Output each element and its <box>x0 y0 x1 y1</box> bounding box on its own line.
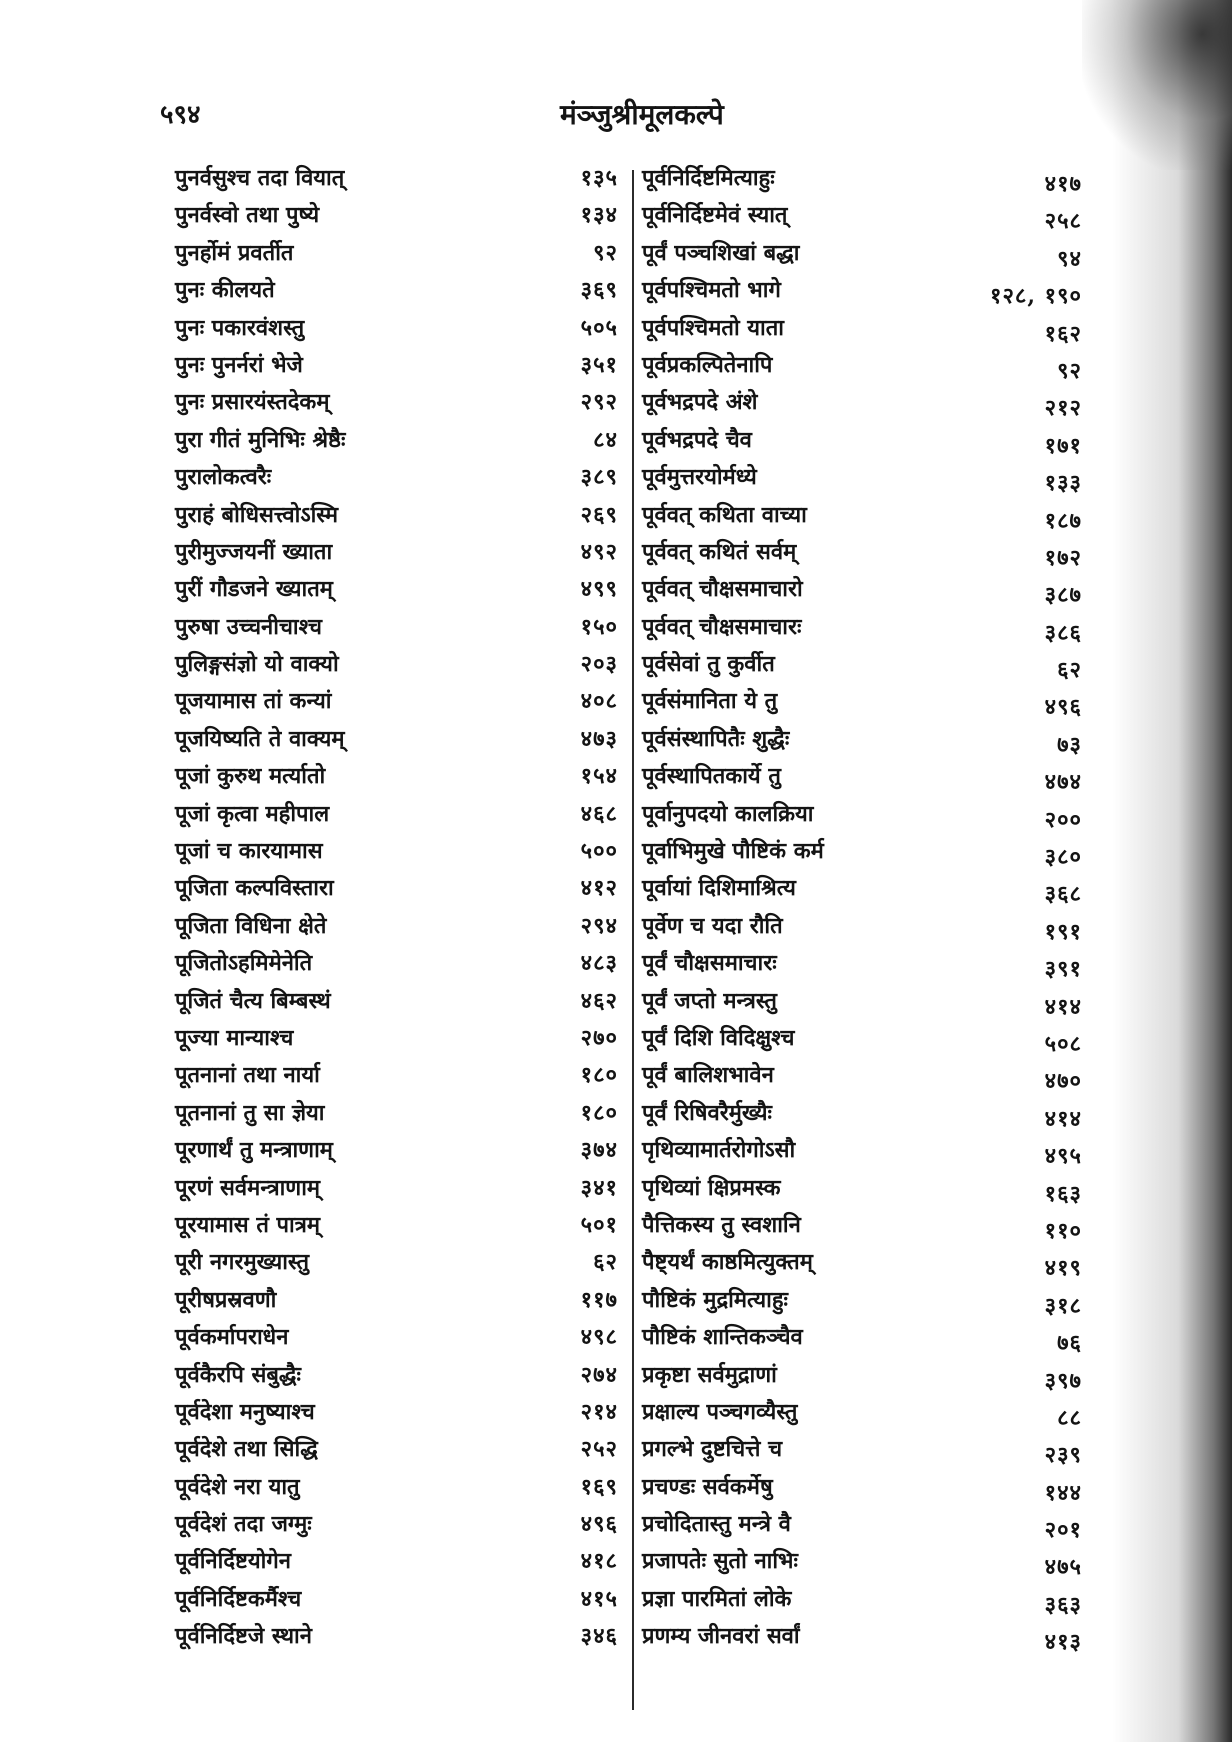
index-entry <box>642 459 1082 496</box>
index-entry <box>175 384 618 421</box>
index-entry <box>642 908 1082 945</box>
entry-page-number: २६९ <box>580 501 618 528</box>
index-entry <box>175 833 618 870</box>
index-entry <box>175 235 618 272</box>
entry-page-number: ५०८ <box>1044 1030 1082 1057</box>
entry-text: पूर्वं चौक्षसमाचारः <box>642 950 777 977</box>
entry-text: पूर्वायां दिशिमाश्रित्य <box>642 875 796 902</box>
entry-text: पूज्या मान्याश्च <box>175 1024 294 1051</box>
entry-page-number: ४१७ <box>1044 171 1082 197</box>
entry-text: पूर्वमुत्तरयोर्मध्ये <box>642 464 757 491</box>
entry-text: पूतनानां तथा नार्या <box>175 1062 320 1089</box>
index-entry <box>642 1170 1082 1207</box>
entry-page-number: ४१३ <box>1044 1629 1082 1656</box>
index-entry <box>175 571 618 608</box>
index-entry <box>642 497 1082 534</box>
index-entry <box>642 422 1082 459</box>
entry-text: पैष्ट्यर्थं काष्ठमित्युक्तम् <box>642 1249 813 1276</box>
index-entry <box>642 609 1082 646</box>
entry-text: पूर्वं जप्तो मन्त्रस्तु <box>642 987 777 1014</box>
entry-text: पूर्वनिर्दिष्टमेवं स्यात् <box>642 202 788 229</box>
entry-text: पुराहं बोधिसत्त्वोऽस्मि <box>175 501 339 528</box>
entry-text: पूर्वसंमानिता ये तु <box>642 688 778 715</box>
index-entry <box>642 796 1082 833</box>
entry-text: पुरा गीतं मुनिभिः श्रेष्ठैः <box>175 426 346 453</box>
index-entry <box>175 758 618 795</box>
entry-text: पैत्तिकस्य तु स्वशानि <box>642 1211 801 1238</box>
entry-text: पूजयामास तां कन्यां <box>175 688 332 715</box>
index-entry <box>175 983 618 1020</box>
entry-text: पूर्वपश्चिमतो याता <box>642 314 784 341</box>
entry-page-number: २०३ <box>580 651 618 678</box>
entry-text: पूर्वभद्रपदे चैव <box>642 426 752 453</box>
index-entry <box>175 422 618 459</box>
entry-text: पूर्ववत् कथितं सर्वम् <box>642 538 797 565</box>
index-entry <box>642 1469 1082 1506</box>
entry-text: पूर्वनिर्दिष्टयोगेन <box>175 1548 291 1575</box>
entry-page-number: ३७४ <box>580 1137 618 1164</box>
index-entry <box>175 534 618 571</box>
entry-page-number: २१४ <box>580 1398 618 1425</box>
entry-page-number: ३६३ <box>1044 1591 1082 1618</box>
entry-page-number: ४१४ <box>1044 1105 1082 1132</box>
index-entry <box>175 908 618 945</box>
entry-page-number: १३४ <box>580 202 618 229</box>
entry-text: पुनः कीलयते <box>175 277 275 304</box>
entry-text: पूर्वस्थापितकार्ये तु <box>642 763 781 790</box>
index-entry <box>175 796 618 833</box>
entry-page-number: ३९७ <box>1044 1367 1082 1394</box>
entry-page-number: ४६२ <box>580 987 618 1014</box>
index-entry <box>175 1057 618 1094</box>
entry-page-number: २९४ <box>580 912 618 939</box>
index-entry <box>175 1170 618 1207</box>
entry-text: पूजितोऽहमिमेनेति <box>175 950 313 977</box>
entry-page-number: ६२ <box>593 1249 618 1276</box>
entry-text: पुरीं गौडजने ख्यातम् <box>175 576 333 603</box>
index-entry <box>175 1394 618 1431</box>
entry-text: पूर्वदेशा मनुष्याश्च <box>175 1398 315 1425</box>
index-entry <box>642 983 1082 1020</box>
entry-page-number: ३६८ <box>1044 881 1082 908</box>
entry-page-number: १८० <box>580 1099 618 1126</box>
index-entry <box>642 571 1082 608</box>
entry-text: पुलिङ्गसंज्ञो यो वाक्यो <box>175 651 339 678</box>
index-entry <box>175 721 618 758</box>
entry-page-number: ४६८ <box>580 800 618 827</box>
index-entry <box>642 1506 1082 1543</box>
index-entry <box>175 459 618 496</box>
entry-page-number: ५०५ <box>580 314 618 341</box>
entry-text: पुरालोकत्वरैः <box>175 464 272 491</box>
index-entry <box>175 1581 618 1618</box>
index-entry <box>175 1506 618 1543</box>
index-entry <box>642 1244 1082 1281</box>
entry-page-number: ४७३ <box>580 725 618 752</box>
index-entry <box>642 945 1082 982</box>
index-entry <box>642 1319 1082 1356</box>
index-entry <box>642 160 1082 197</box>
index-entry <box>175 160 618 197</box>
entry-page-number: ३१८ <box>1044 1292 1082 1319</box>
entry-page-number: १८० <box>580 1062 618 1089</box>
index-entry <box>175 945 618 982</box>
index-entry <box>642 534 1082 571</box>
entry-page-number: ४१४ <box>1044 993 1082 1020</box>
index-entry <box>175 310 618 347</box>
entry-text: पूर्वप्रकल्पितेनापि <box>642 351 773 378</box>
entry-page-number: ४७४ <box>1044 769 1082 796</box>
entry-page-number: ३८६ <box>1044 619 1082 646</box>
entry-page-number: ४७५ <box>1044 1554 1082 1581</box>
entry-text: पुनर्वस्वो तथा पुष्ये <box>175 202 320 229</box>
index-entry <box>175 1132 618 1169</box>
entry-page-number: ६२ <box>1057 657 1082 684</box>
entry-page-number: ४९६ <box>1044 694 1082 721</box>
index-entry <box>642 646 1082 683</box>
index-entry <box>175 1469 618 1506</box>
entry-page-number: १६३ <box>1044 1180 1082 1207</box>
index-column-left <box>175 160 618 1656</box>
entry-text: पूजिता विधिना क्षेते <box>175 912 327 939</box>
index-entry <box>175 347 618 384</box>
index-entry <box>175 646 618 683</box>
entry-text: पूतनानां तु सा ज्ञेया <box>175 1099 325 1126</box>
entry-page-number: ९२ <box>593 239 618 266</box>
index-entry <box>642 870 1082 907</box>
index-entry <box>175 1207 618 1244</box>
entry-text: पूर्वं रिषिवरैर्मुख्यैः <box>642 1099 772 1126</box>
index-entry <box>175 1020 618 1057</box>
entry-page-number: ४९५ <box>1044 1143 1082 1170</box>
entry-text: पूर्ववत् चौक्षसमाचारो <box>642 576 803 603</box>
index-entry <box>175 1095 618 1132</box>
index-entry <box>642 1394 1082 1431</box>
index-entry <box>642 1357 1082 1394</box>
entry-text: प्रणम्य जीनवरां सर्वां <box>642 1623 800 1650</box>
entry-page-number: ३८७ <box>1044 582 1082 609</box>
index-entry <box>175 1282 618 1319</box>
index-entry <box>175 683 618 720</box>
index-entry <box>175 609 618 646</box>
index-entry <box>175 497 618 534</box>
entry-text: पूर्वसेवां तु कुर्वीत <box>642 651 775 678</box>
index-column-right <box>642 160 1082 1656</box>
entry-page-number: १३५ <box>580 165 618 191</box>
entry-text: पूर्ववत् कथिता वाच्या <box>642 501 807 528</box>
entry-page-number: ११७ <box>580 1286 618 1313</box>
entry-text: पूर्वनिर्दिष्टकर्मैश्च <box>175 1585 302 1612</box>
index-entry <box>642 1020 1082 1057</box>
entry-page-number: १७२ <box>1044 544 1082 571</box>
entry-text: पूर्वभद्रपदे अंशे <box>642 389 758 416</box>
index-entry <box>175 272 618 309</box>
entry-text: पूरयामास तं पात्रम् <box>175 1211 321 1238</box>
entry-text: प्रजापतेः सुतो नाभिः <box>642 1548 798 1575</box>
index-entry <box>175 1244 618 1281</box>
entry-text: पुनः प्रसारयंस्तदेकम् <box>175 389 330 416</box>
entry-page-number: ९४ <box>1057 245 1082 272</box>
entry-page-number: ३६९ <box>580 277 618 304</box>
entry-page-number: २५२ <box>580 1436 618 1463</box>
entry-page-number: ४१९ <box>1044 1255 1082 1282</box>
entry-page-number: २०१ <box>1044 1517 1082 1544</box>
column-divider <box>632 170 634 1710</box>
entry-page-number: २३९ <box>1044 1442 1082 1469</box>
page-header <box>0 95 1232 135</box>
entry-text: पूर्वदेशे तथा सिद्धि <box>175 1436 318 1463</box>
index-entry <box>642 1581 1082 1618</box>
entry-text: पुरीमुज्जयनीं ख्याता <box>175 538 333 565</box>
index-entry <box>642 1207 1082 1244</box>
entry-text: पौष्टिकं शान्तिकञ्चैव <box>642 1324 803 1351</box>
entry-text: पूजां कृत्वा महीपाल <box>175 800 330 827</box>
entry-page-number: १५४ <box>580 763 618 790</box>
entry-text: पूजितं चैत्य बिम्बस्थं <box>175 987 331 1014</box>
entry-page-number: ७३ <box>1057 731 1082 758</box>
entry-page-number: १५० <box>580 613 618 640</box>
entry-page-number: ३४६ <box>580 1623 618 1650</box>
entry-text: पूर्वदेशे नरा यातु <box>175 1473 300 1500</box>
entry-page-number: ३४१ <box>580 1174 618 1201</box>
entry-text: पुरुषा उच्चनीचाश्च <box>175 613 322 640</box>
index-entry <box>642 310 1082 347</box>
index-entry <box>175 1319 618 1356</box>
entry-page-number: २०० <box>1044 806 1082 833</box>
entry-text: पूर्वपश्चिमतो भागे <box>642 277 781 304</box>
index-entry <box>175 1357 618 1394</box>
entry-page-number: ४०८ <box>580 688 618 715</box>
entry-page-number: १८७ <box>1044 507 1082 534</box>
entry-page-number: ९२ <box>1057 357 1082 384</box>
entry-page-number: ८४ <box>593 426 618 453</box>
entry-page-number: ३९१ <box>1044 956 1082 983</box>
index-entry <box>175 1543 618 1580</box>
entry-text: पृथिव्यां क्षिप्रमस्क <box>642 1174 781 1201</box>
entry-text: पूरणार्थं तु मन्त्राणाम् <box>175 1137 333 1164</box>
entry-text: पूर्ववत् चौक्षसमाचारः <box>642 613 802 640</box>
entry-text: पूर्वेण च यदा रौति <box>642 912 783 939</box>
entry-page-number: २७४ <box>580 1361 618 1388</box>
entry-page-number: ४७० <box>1044 1068 1082 1095</box>
index-entry <box>175 1618 618 1655</box>
entry-text: पूजयिष्यति ते वाक्यम् <box>175 725 345 752</box>
page-edge-shadow <box>1112 0 1232 1742</box>
entry-page-number: २१२ <box>1044 395 1082 422</box>
index-entry <box>642 235 1082 272</box>
entry-page-number: ४९२ <box>580 538 618 565</box>
entry-text: पूरीषप्रस्रवणौ <box>175 1286 277 1313</box>
index-entry <box>642 1057 1082 1094</box>
index-entry <box>642 197 1082 234</box>
entry-text: पुनः पकारवंशस्तु <box>175 314 305 341</box>
entry-page-number: ५०० <box>580 838 618 865</box>
entry-page-number: १७१ <box>1044 432 1082 459</box>
index-entry <box>642 272 1082 309</box>
entry-text: पूजां च कारयामास <box>175 838 323 865</box>
index-entry <box>642 1431 1082 1468</box>
entry-text: पूजिता कल्पविस्तारा <box>175 875 334 902</box>
index-entry <box>642 1132 1082 1169</box>
index-entry <box>642 1282 1082 1319</box>
entry-page-number: २५८ <box>1044 208 1082 235</box>
entry-text: पूर्वकर्मापराधेन <box>175 1324 289 1351</box>
page-number: ५९४ <box>160 100 201 130</box>
entry-page-number: १२८, १९० <box>990 283 1082 310</box>
index-entry <box>642 347 1082 384</box>
entry-text: पूर्वनिर्दिष्टमित्याहुः <box>642 165 775 191</box>
entry-page-number: ४९६ <box>580 1511 618 1538</box>
entry-text: पौष्टिकं मुद्रमित्याहुः <box>642 1286 788 1313</box>
entry-text: पूर्वं दिशि विदिक्षुश्च <box>642 1024 795 1051</box>
entry-page-number: २७० <box>580 1024 618 1051</box>
index-entry <box>175 197 618 234</box>
index-entry <box>642 1095 1082 1132</box>
entry-page-number: ७६ <box>1057 1330 1082 1357</box>
entry-text: पूरणं सर्वमन्त्राणाम् <box>175 1174 321 1201</box>
entry-page-number: ३८० <box>1044 844 1082 871</box>
entry-text: पूर्वाभिमुखे पौष्टिकं कर्म <box>642 838 824 865</box>
entry-text: प्रज्ञा पारमितां लोके <box>642 1585 792 1612</box>
entry-text: पूर्वं बालिशभावेन <box>642 1062 774 1089</box>
index-entry <box>642 1618 1082 1655</box>
index-entry <box>642 758 1082 795</box>
index-entry <box>642 683 1082 720</box>
entry-text: प्रचण्डः सर्वकर्मेषु <box>642 1473 773 1500</box>
entry-text: पुनर्वसुश्च तदा वियात् <box>175 165 345 191</box>
entry-page-number: ४९८ <box>580 1324 618 1351</box>
entry-text: प्रचोदितास्तु मन्त्रे वै <box>642 1511 791 1538</box>
page-corner-shadow <box>1082 0 1232 170</box>
entry-text: प्रक्षाल्य पञ्चगव्यैस्तु <box>642 1398 798 1425</box>
entry-page-number: १६२ <box>1044 320 1082 347</box>
entry-page-number: ५०१ <box>580 1211 618 1238</box>
entry-page-number: ४८३ <box>580 950 618 977</box>
entry-text: पूजां कुरुथ मर्त्यातो <box>175 763 326 790</box>
entry-page-number: ३८९ <box>580 464 618 491</box>
entry-text: पूर्वं पञ्चशिखां बद्धा <box>642 239 800 266</box>
entry-page-number: ४९९ <box>580 576 618 603</box>
index-entry <box>642 384 1082 421</box>
entry-page-number: ८८ <box>1057 1404 1082 1431</box>
index-entry <box>642 1543 1082 1580</box>
entry-page-number: १९१ <box>1044 918 1082 945</box>
running-title: मंञ्जुश्रीमूलकल्पे <box>560 98 724 131</box>
entry-page-number: ४१२ <box>580 875 618 902</box>
index-entry <box>175 870 618 907</box>
entry-page-number: ४१८ <box>580 1548 618 1575</box>
entry-text: पृथिव्यामार्तरोगोऽसौ <box>642 1137 796 1164</box>
entry-text: प्रगल्भे दुष्टचित्ते च <box>642 1436 783 1463</box>
index-entry <box>175 1431 618 1468</box>
entry-text: पूर्वनिर्दिष्टजे स्थाने <box>175 1623 312 1650</box>
entry-page-number: २९२ <box>580 389 618 416</box>
entry-text: पूर्वानुपदयो कालक्रिया <box>642 800 814 827</box>
entry-page-number: ३५१ <box>580 351 618 378</box>
entry-page-number: ११० <box>1044 1217 1082 1244</box>
entry-text: पुनर्होमं प्रवर्तीत <box>175 239 294 266</box>
entry-text: प्रकृष्टा सर्वमुद्राणां <box>642 1361 777 1388</box>
entry-text: पूरी नगरमुख्यास्तु <box>175 1249 310 1276</box>
entry-page-number: ४१५ <box>580 1585 618 1612</box>
entry-text: पूर्वसंस्थापितैः शुद्धैः <box>642 725 790 752</box>
entry-text: पुनः पुनर्नरां भेजे <box>175 351 303 378</box>
index-entry <box>642 721 1082 758</box>
index-entry <box>642 833 1082 870</box>
entry-text: पूर्वदेशं तदा जग्मुः <box>175 1511 312 1538</box>
entry-page-number: १४४ <box>1044 1479 1082 1506</box>
entry-page-number: १६९ <box>580 1473 618 1500</box>
entry-page-number: १३३ <box>1044 470 1082 497</box>
entry-text: पूर्वकैरपि संबुद्धैः <box>175 1361 301 1388</box>
